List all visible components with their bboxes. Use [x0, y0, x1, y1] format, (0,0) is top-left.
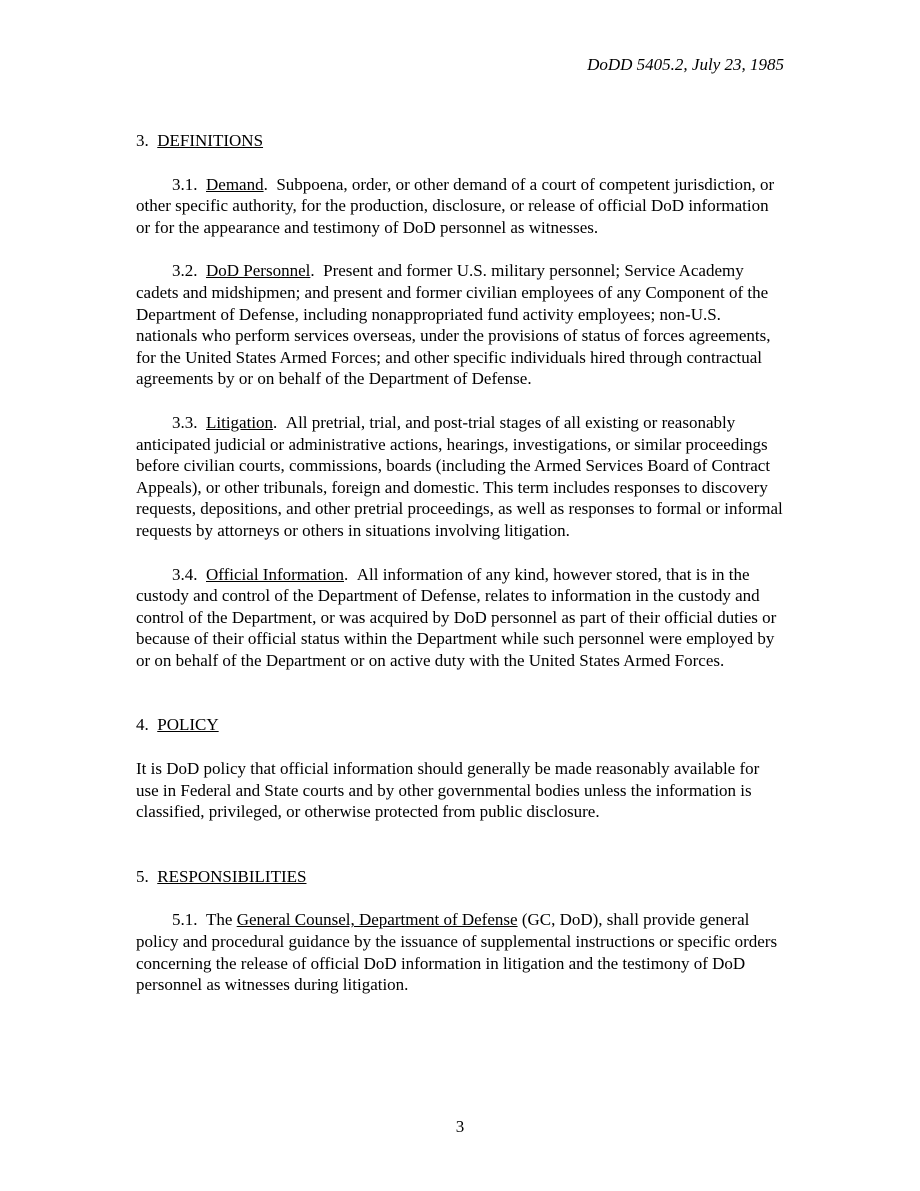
definition-text: All information of any kind, however stored, that is in the custody and control of the Department of Defense, relates to information in the custody and control of the Department, or was acquired by DoD personnel as part of their official duties or because of their official status within the Department while such personnel were employed by or on behalf of the Department or on active duty with the United States Armed Forces.: [136, 564, 777, 670]
defined-term: Official Information: [206, 564, 345, 584]
paragraph-number: 3.1.: [172, 174, 198, 194]
definition-text: Present and former U.S. military personnel; Service Academy cadets and midshipmen; and present and former civilian employees of any Component of the Department of Defense, including nonappropriated fund activity employees; non-U.S. nationals who perform services overseas, under the provisions of status of forces agreements, for the United States Armed Forces; and other specific individuals hired through contractual agreements by or on behalf of the Department of Defense.: [136, 261, 771, 389]
document-body: [136, 130, 786, 996]
section-title: RESPONSIBILITIES: [157, 866, 307, 886]
policy-paragraph: It is DoD policy that official information should generally be made reasonably available for use in Federal and State courts and by other governmental bodies unless the information is classified, privileged, or otherwise protected from public disclosure.: [136, 759, 760, 822]
section-title: DEFINITIONS: [157, 131, 264, 150]
paragraph-number: 5.1.: [172, 910, 198, 930]
definition-3-4: 3.4. Official Information. All information of any kind, however stored, that is in the custody and control of the Department of Defense, relates to information in the custody and control of the Department, or was acquired by DoD personnel as part of their official duties or because of their official status within the Department while such personnel were employed by or on behalf of the Department or on active duty with the United States Armed Forces.: [136, 564, 777, 670]
paragraph-number: 3.3.: [172, 412, 198, 432]
section-title: POLICY: [157, 715, 219, 735]
paragraph-number: 3.4.: [172, 564, 198, 584]
defined-term: Litigation: [206, 412, 274, 432]
responsibility-5-1: [136, 909, 786, 995]
responsibility-text: (GC, DoD), shall provide general policy and procedural guidance by the issuance of supplemental instructions or specific orders concerning the release of official DoD information in litigation and the testimony of DoD personnel as witnesses during litigation.: [136, 910, 778, 995]
definition-3-3: 3.3. Litigation. All pretrial, trial, and post-trial stages of all existing or reasonably anticipated judicial or administrative actions, hearings, investigations, or similar proceedings before civilian courts, commissions, boards (including the Armed Services Board of Contract Appeals), or other tribunals, foreign and domestic. This term includes responses to discovery requests, depositions, and other pretrial proceedings, as well as responses to formal or informal requests by attorneys or others in situations involving litigation.: [136, 412, 783, 540]
section-3-heading: [136, 130, 786, 152]
definition-3-2: 3.2. DoD Personnel. Present and former U.S. military personnel; Service Academy cadets and midshipmen; and present and former civilian employees of any Component of the Department of Defense, including nonappropriated fund activity employees; non-U.S. nationals who perform services overseas, under the provisions of status of forces agreements, for the United States Armed Forces; and other specific individuals hired through contractual agreements by or on behalf of the Department of Defense.: [136, 261, 771, 389]
section-number: 4.: [136, 715, 149, 735]
definition-text: Subpoena, order, or other demand of a court of competent jurisdiction, or other specific authority, for the production, disclosure, or release of official DoD information or for the appearance and testimony of DoD personnel as witnesses.: [136, 174, 775, 237]
section-number: 5.: [136, 866, 149, 886]
section-4-heading: [136, 714, 786, 736]
running-header: DoDD 5405.2, July 23, 1985: [587, 55, 784, 74]
responsible-party: General Counsel, Department of Defense: [236, 910, 518, 930]
definition-text: All pretrial, trial, and post-trial stages of all existing or reasonably anticipated judicial or administrative actions, hearings, investigations, or similar proceedings before civilian courts, commissions, boards (including the Armed Services Board of Contract Appeals), or other tribunals, foreign and domestic. This term includes responses to discovery requests, depositions, and other pretrial proceedings, as well as responses to formal or informal requests by attorneys or others in situations involving litigation.: [136, 412, 783, 540]
definition-3-1: 3.1. Demand. Subpoena, order, or other demand of a court of competent jurisdiction, or other specific authority, for the production, disclosure, or release of official DoD information or for the appearance and testimony of DoD personnel as witnesses.: [136, 174, 775, 237]
paragraph-number: 3.2.: [172, 261, 198, 281]
page-number: 3: [455, 1117, 465, 1136]
paragraph-lead: The: [206, 910, 233, 930]
section-number: 3.: [136, 131, 149, 150]
section-5-heading: [136, 866, 786, 888]
defined-term: Demand: [206, 174, 264, 194]
defined-term: DoD Personnel: [206, 261, 311, 281]
